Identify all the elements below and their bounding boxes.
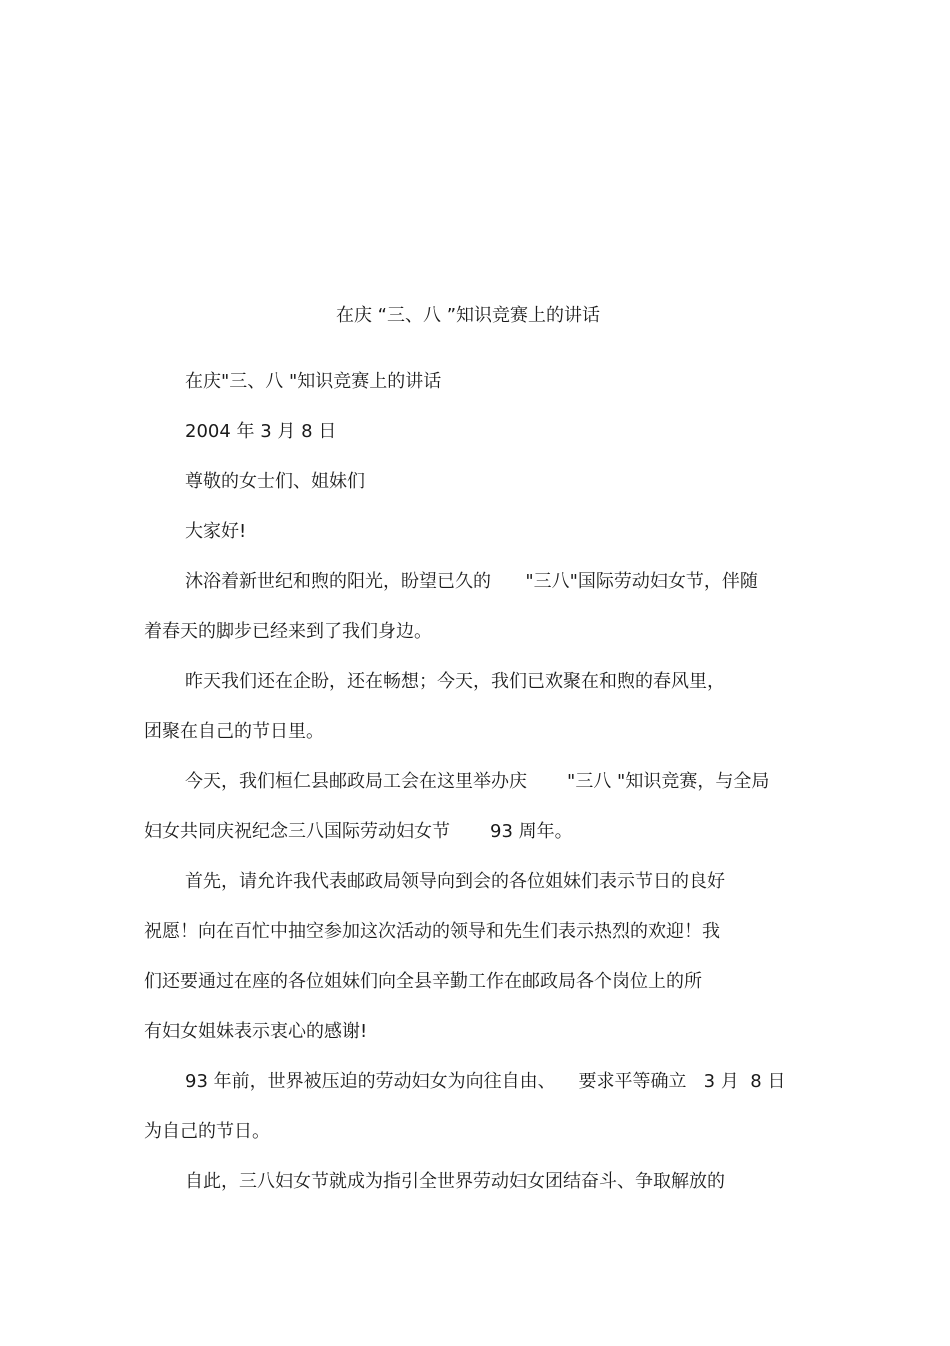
- paragraph-line: 昨天我们还在企盼，还在畅想；今天，我们已欢聚在和煦的春风里，: [185, 671, 725, 692]
- paragraph-line: 妇女共同庆祝纪念三八国际劳动妇女节 93 周年。: [144, 821, 573, 842]
- paragraph-line: 团聚在自己的节日里。: [144, 721, 324, 742]
- greeting: 大家好!: [185, 521, 247, 542]
- paragraph-line: 们还要通过在座的各位姐妹们向全县辛勤工作在邮政局各个岗位上的所: [144, 971, 702, 992]
- speech-heading: 在庆"三、八 "知识竞赛上的讲话: [185, 371, 442, 392]
- salutation: 尊敬的女士们、姐妹们: [185, 471, 365, 492]
- paragraph-line: 93 年前，世界被压迫的劳动妇女为向往自由、 要求平等确立 3 月 8 日: [185, 1071, 786, 1092]
- document-title: 在庆 “三、八 ”知识竞赛上的讲话: [335, 305, 601, 326]
- paragraph-line: 自此，三八妇女节就成为指引全世界劳动妇女团结奋斗、争取解放的: [185, 1171, 725, 1192]
- paragraph-line: 今天，我们桓仁县邮政局工会在这里举办庆 "三八 "知识竞赛，与全局: [185, 771, 770, 792]
- paragraph-line: 首先，请允许我代表邮政局领导向到会的各位姐妹们表示节日的良好: [185, 871, 725, 892]
- speech-date: 2004 年 3 月 8 日: [185, 421, 337, 442]
- paragraph-line: 祝愿！向在百忙中抽空参加这次活动的领导和先生们表示热烈的欢迎！我: [144, 921, 720, 942]
- paragraph-line: 有妇女姐妹表示衷心的感谢!: [144, 1021, 368, 1042]
- paragraph-line: 为自己的节日。: [144, 1121, 270, 1142]
- paragraph-line: 沐浴着新世纪和煦的阳光，盼望已久的 "三八"国际劳动妇女节，伴随: [185, 571, 758, 592]
- paragraph-line: 着春天的脚步已经来到了我们身边。: [144, 621, 432, 642]
